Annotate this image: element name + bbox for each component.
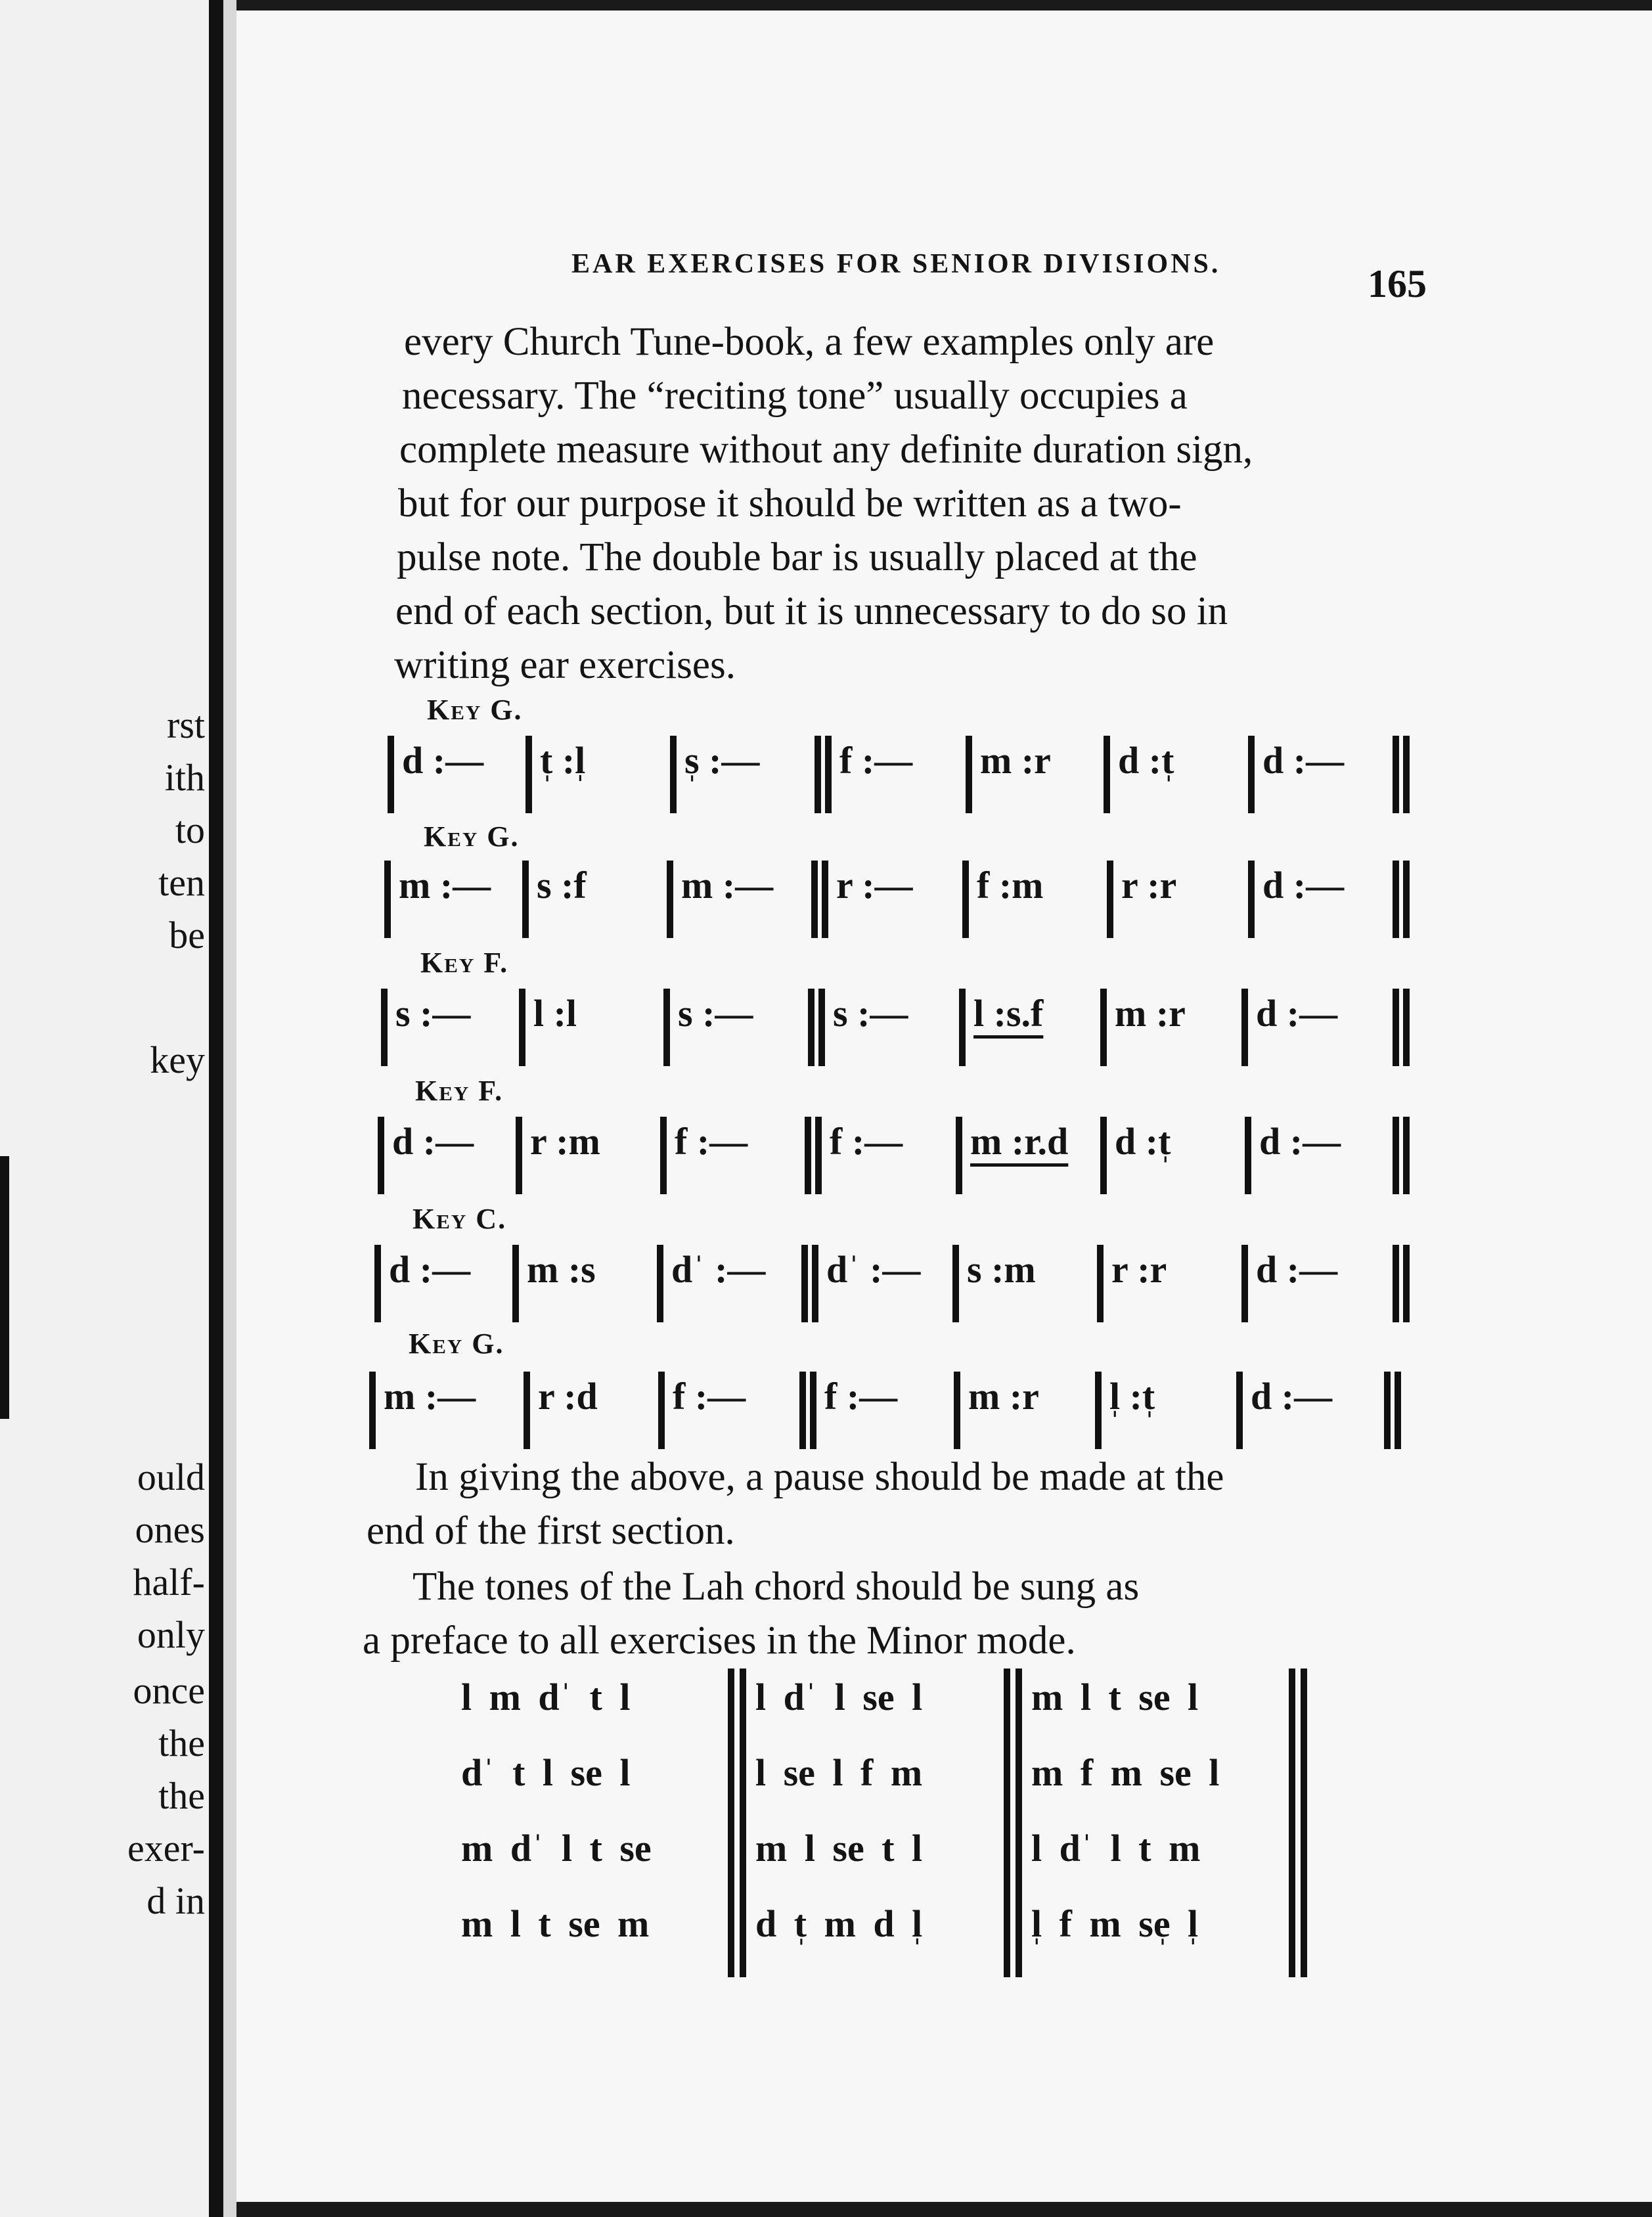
- bar-line: [1236, 1372, 1243, 1449]
- measure: r :d: [538, 1375, 598, 1418]
- bar-line: [525, 736, 532, 813]
- left-page-line: once: [133, 1669, 205, 1712]
- left-page-line: to: [175, 809, 205, 851]
- running-head: EAR EXERCISES FOR SENIOR DIVISIONS.: [571, 249, 1221, 279]
- left-page-line: exer-: [127, 1827, 205, 1870]
- key-label: Key G.: [427, 694, 523, 726]
- bar-line: [1095, 1372, 1102, 1449]
- bar-line: [667, 861, 673, 938]
- double-bar-line: [811, 861, 828, 938]
- bar-line: [519, 989, 525, 1066]
- double-bar-line: [740, 1668, 746, 1977]
- measure: m :r: [980, 739, 1051, 782]
- chord-row: l m dˈ t l: [461, 1676, 631, 1718]
- measure: f :—: [839, 739, 913, 782]
- double-bar-line: [1393, 989, 1410, 1066]
- measure: d :—: [1262, 739, 1345, 782]
- paragraph-line: but for our purpose it should be written as a two-: [398, 481, 1182, 526]
- bar-line: [1241, 989, 1248, 1066]
- measure: f :—: [675, 1120, 748, 1163]
- paragraph-line: end of the first section.: [367, 1509, 735, 1553]
- measure: r :m: [530, 1120, 600, 1163]
- left-page-line: ould: [137, 1456, 205, 1498]
- measure: r :r: [1111, 1248, 1167, 1291]
- double-bar-line: [799, 1372, 816, 1449]
- bar-line: [381, 989, 388, 1066]
- measure: f :m: [977, 864, 1044, 907]
- bar-line: [369, 1372, 376, 1449]
- double-bar-line: [801, 1245, 818, 1322]
- bar-line: [962, 861, 969, 938]
- bar-line: [524, 1372, 530, 1449]
- chord-row: m f m se l: [1031, 1751, 1220, 1794]
- measure: s̩ :—: [684, 739, 760, 782]
- chord-row: m dˈ l t se: [461, 1827, 652, 1870]
- bar-line: [1245, 1117, 1251, 1194]
- chord-row: l dˈ l se l: [755, 1676, 923, 1718]
- book-gutter-shadow: [209, 0, 223, 2217]
- chord-row: m l t se l: [1031, 1676, 1199, 1718]
- bar-line: [522, 861, 529, 938]
- paragraph-line: end of each section, but it is unnecessary to do so in: [395, 589, 1228, 633]
- double-bar-line: [815, 736, 832, 813]
- measure: d :t̩: [1118, 739, 1174, 782]
- chord-row: m l t se m: [461, 1902, 650, 1945]
- measure: r :—: [836, 864, 913, 907]
- key-label: Key C.: [413, 1203, 507, 1235]
- measure: t̩ :l̩: [540, 739, 586, 782]
- measure: d :—: [1256, 992, 1338, 1035]
- measure: m :r: [1115, 992, 1186, 1035]
- measure: dˈ :—: [826, 1248, 921, 1291]
- bar-line: [663, 989, 670, 1066]
- left-page-line: ten: [158, 861, 205, 904]
- left-page-line: d in: [146, 1879, 205, 1922]
- book-gutter-edge: [223, 0, 236, 2217]
- double-bar-line: [1384, 1372, 1401, 1449]
- key-label: Key F.: [415, 1075, 504, 1107]
- bar-line: [966, 736, 972, 813]
- scan-top-border: [236, 0, 1652, 11]
- double-bar-line: [1301, 1668, 1307, 1977]
- page-number: 165: [1368, 262, 1427, 305]
- bar-line: [660, 1117, 667, 1194]
- double-bar-line: [1004, 1668, 1010, 1977]
- left-page-rule: [0, 1156, 9, 1419]
- paragraph-line: The tones of the Lah chord should be sung as: [413, 1565, 1140, 1609]
- bar-line: [1107, 861, 1113, 938]
- paragraph-line: In giving the above, a pause should be made at the: [415, 1455, 1224, 1499]
- measure: f :—: [824, 1375, 898, 1418]
- double-bar-line: [805, 1117, 822, 1194]
- lah-chord-table: [453, 1668, 1327, 1984]
- bar-line: [374, 1245, 381, 1322]
- measure: m :r: [968, 1375, 1039, 1418]
- chord-row: l̩ f m se̩ l̩: [1031, 1902, 1199, 1945]
- measure: d :—: [1251, 1375, 1333, 1418]
- bar-line: [1104, 736, 1110, 813]
- chord-row: l dˈ l t m: [1031, 1827, 1201, 1870]
- left-page-line: key: [150, 1039, 205, 1081]
- measure: dˈ :—: [671, 1248, 766, 1291]
- measure: s :f: [537, 864, 587, 907]
- paragraph-line: complete measure without any definite duration sign,: [399, 428, 1253, 472]
- left-page-line: the: [158, 1722, 205, 1764]
- double-bar-line: [1393, 861, 1410, 938]
- double-bar-line: [728, 1668, 734, 1977]
- measure: d :—: [389, 1248, 471, 1291]
- left-page-line: be: [169, 914, 205, 956]
- measure: m :—: [681, 864, 774, 907]
- measure: d :t̩: [1115, 1120, 1171, 1163]
- bar-line: [1241, 1245, 1248, 1322]
- double-bar-line: [1289, 1668, 1295, 1977]
- left-page-line: ones: [135, 1508, 205, 1551]
- measure: d :—: [1256, 1248, 1338, 1291]
- bar-line: [1248, 861, 1255, 938]
- bar-line: [512, 1245, 519, 1322]
- measure: d :—: [392, 1120, 474, 1163]
- left-page-line: half-: [133, 1561, 205, 1603]
- bar-line: [952, 1245, 959, 1322]
- bar-line: [658, 1372, 665, 1449]
- key-label: Key G.: [409, 1328, 504, 1360]
- double-bar-line: [1393, 1245, 1410, 1322]
- double-bar-line: [1016, 1668, 1022, 1977]
- left-facing-page: [0, 0, 209, 2217]
- bar-line: [1248, 736, 1255, 813]
- measure: r :r: [1121, 864, 1177, 907]
- bar-line: [384, 861, 391, 938]
- measure: l :s.f: [973, 992, 1044, 1035]
- paragraph-line: necessary. The “reciting tone” usually occupies a: [402, 374, 1188, 418]
- chord-row: dˈ t l se l: [461, 1751, 631, 1794]
- measure: m :—: [384, 1375, 476, 1418]
- measure: m :—: [399, 864, 491, 907]
- left-page-line: the: [158, 1774, 205, 1817]
- double-bar-line: [1393, 736, 1410, 813]
- left-page-line: rst: [167, 704, 205, 746]
- measure: s :—: [833, 992, 908, 1035]
- key-label: Key F.: [420, 947, 509, 979]
- measure: m :s: [527, 1248, 596, 1291]
- left-page-line: only: [137, 1613, 205, 1656]
- measure: l̩ :t̩: [1109, 1375, 1155, 1418]
- chord-row: l se l f m: [755, 1751, 923, 1794]
- bar-line: [956, 1117, 962, 1194]
- left-page-line: ith: [164, 756, 205, 799]
- measure: f :—: [830, 1120, 903, 1163]
- chord-row: m l se t l: [755, 1827, 923, 1870]
- paragraph-line: writing ear exercises.: [394, 643, 736, 687]
- double-bar-line: [1393, 1117, 1410, 1194]
- chord-row: d t̩ m d l̩: [755, 1902, 923, 1945]
- bar-line: [378, 1117, 384, 1194]
- bar-line: [954, 1372, 960, 1449]
- double-bar-line: [808, 989, 825, 1066]
- measure: s :m: [967, 1248, 1036, 1291]
- measure: d :—: [1259, 1120, 1341, 1163]
- paragraph-line: pulse note. The double bar is usually placed at the: [397, 535, 1197, 579]
- paragraph-line: a preface to all exercises in the Minor mode.: [363, 1619, 1076, 1663]
- measure: s :—: [678, 992, 753, 1035]
- key-label: Key G.: [424, 820, 520, 853]
- bar-line: [657, 1245, 663, 1322]
- measure: d :—: [402, 739, 484, 782]
- measure: f :—: [673, 1375, 746, 1418]
- bar-line: [516, 1117, 522, 1194]
- measure: s :—: [395, 992, 471, 1035]
- bar-line: [959, 989, 966, 1066]
- bar-line: [1100, 1117, 1107, 1194]
- measure: m :r.d: [970, 1120, 1069, 1163]
- bar-line: [670, 736, 677, 813]
- bar-line: [1097, 1245, 1104, 1322]
- measure: l :l: [533, 992, 577, 1035]
- measure: d :—: [1262, 864, 1345, 907]
- bar-line: [1100, 989, 1107, 1066]
- scan-bottom-border: [236, 2202, 1652, 2217]
- bar-line: [388, 736, 394, 813]
- paragraph-line: every Church Tune-book, a few examples only are: [404, 320, 1215, 364]
